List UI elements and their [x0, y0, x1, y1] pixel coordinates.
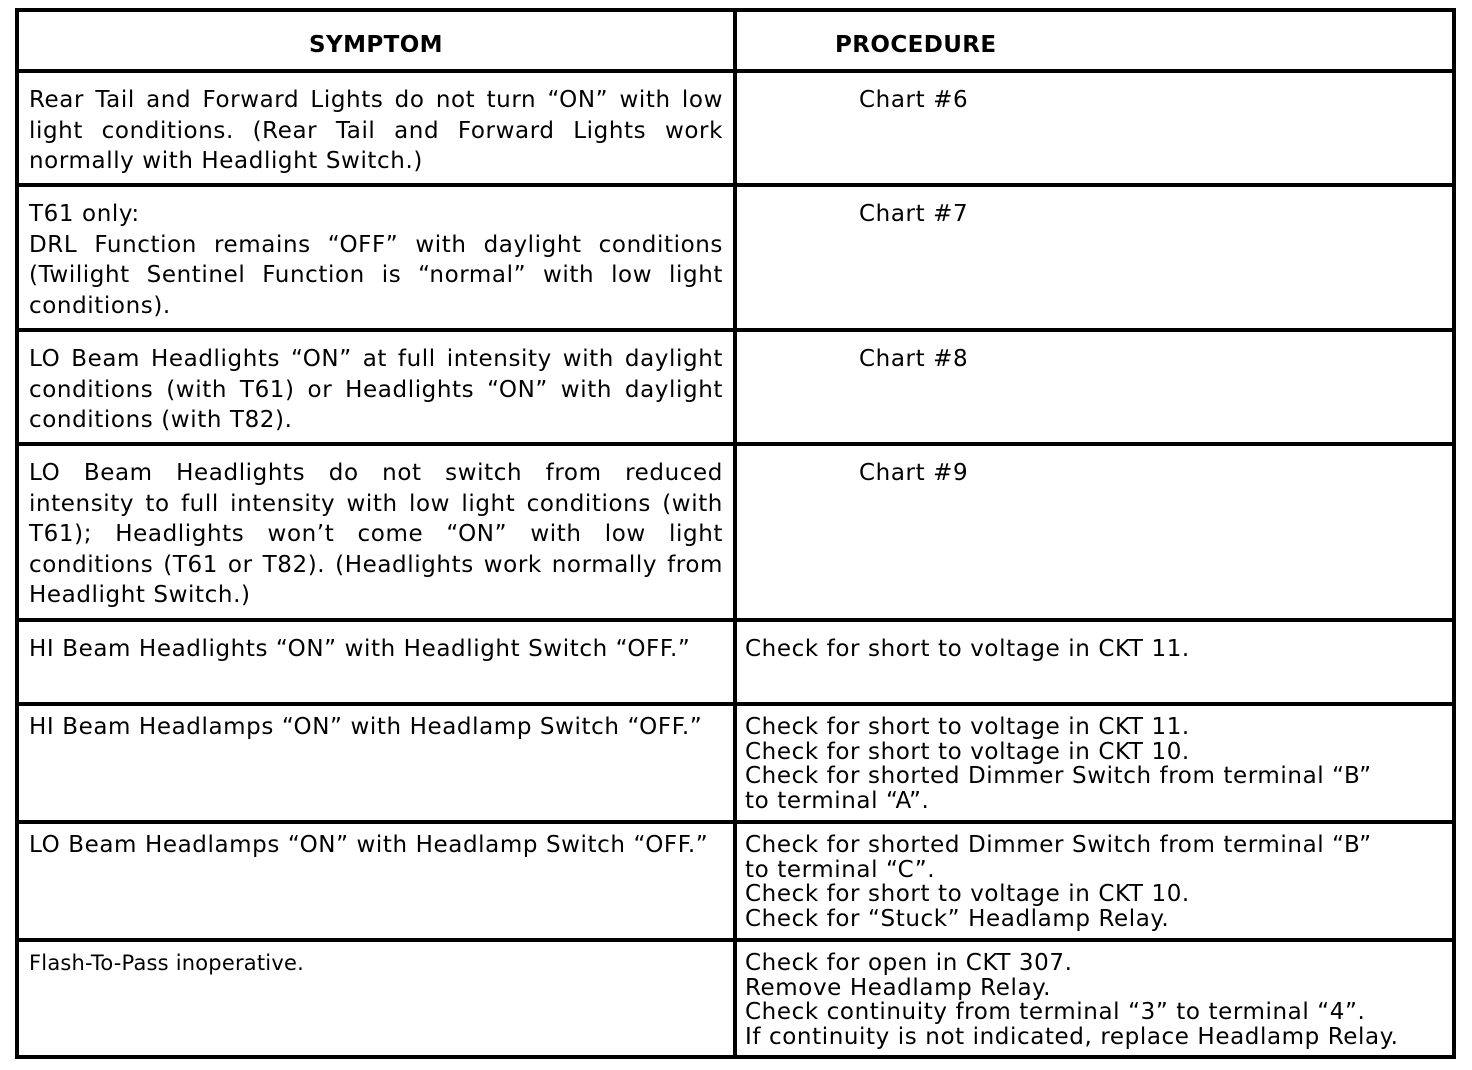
table-header-row [19, 12, 1452, 73]
procedure-cell [737, 73, 1452, 183]
symptom-cell [19, 187, 737, 328]
symptom-cell: LO Beam Headlights “ON” at full intensity with daylight conditions (with T61) or Headlights “ON” with daylight conditions (with T82). [19, 332, 737, 442]
procedure-line: Check for short to voltage in CKT 11. [745, 636, 1190, 662]
symptom-text: T61 only: DRL Function remains “OFF” with daylight conditions (Twilight Sentinel Function is “normal” with low light conditions). [29, 201, 723, 319]
symptom-cell: HI Beam Headlamps “ON” with Headlamp Switch “OFF.” [19, 706, 737, 820]
procedure-line: to terminal “A”. [745, 787, 930, 814]
procedure-cell [737, 187, 1452, 328]
symptom-cell: LO Beam Headlights do not switch from reduced intensity to full intensity with low light conditions (with T61); Headlights won’t come “ON” with low light conditions (T61 or T82). (Headlights work normally from Headlight Switch.) [19, 446, 737, 618]
procedure-line: Check for short to voltage in CKT 11. [745, 714, 1190, 740]
procedure-line: Chart #6 [859, 87, 969, 113]
symptom-cell: LO Beam Headlamps “ON” with Headlamp Switch “OFF.” [19, 824, 737, 938]
procedure-line: Remove Headlamp Relay. [745, 974, 1052, 1001]
procedure-cell [737, 622, 1452, 702]
table-row [19, 73, 1452, 187]
procedure-line: Chart #8 [859, 346, 969, 372]
procedure-line: to terminal “C”. [745, 856, 936, 883]
procedure-cell [737, 824, 1452, 938]
table-row [19, 332, 1452, 446]
procedure-line: Chart #9 [859, 460, 969, 486]
procedure-line: Chart #7 [859, 201, 969, 227]
table-row [19, 622, 1452, 706]
procedure-line: Check for shorted Dimmer Switch from terminal “B” [745, 763, 1372, 789]
procedure-line: Check continuity from terminal “3” to terminal “4”. [745, 999, 1366, 1025]
procedure-line: Check for short to voltage in CKT 10. [745, 881, 1190, 907]
symptom-procedure-table [15, 8, 1456, 1059]
procedure-cell [737, 332, 1452, 442]
header-symptom: SYMPTOM [19, 12, 737, 69]
header-procedure: PROCEDURE [835, 32, 997, 58]
symptom-cell: Flash-To-Pass inoperative. [19, 942, 737, 1055]
table-row [19, 187, 1452, 332]
symptom-cell: Rear Tail and Forward Lights do not turn “ON” with low light conditions. (Rear Tail and Forward Lights work normally with Headlight Switch.) [19, 73, 737, 183]
table-row [19, 942, 1452, 1055]
procedure-cell [737, 446, 1452, 618]
procedure-cell [737, 942, 1452, 1055]
procedure-line: Check for “Stuck” Headlamp Relay. [745, 905, 1170, 932]
procedure-line: Check for shorted Dimmer Switch from terminal “B” [745, 832, 1372, 858]
procedure-cell [737, 706, 1452, 820]
procedure-line: Check for short to voltage in CKT 10. [745, 738, 1190, 765]
table-row [19, 824, 1452, 942]
table-row [19, 706, 1452, 824]
procedure-line: If continuity is not indicated, replace Headlamp Relay. [745, 1023, 1399, 1050]
procedure-line: Check for open in CKT 307. [745, 950, 1073, 976]
symptom-cell: HI Beam Headlights “ON” with Headlight Switch “OFF.” [19, 622, 737, 702]
table-row [19, 446, 1452, 622]
